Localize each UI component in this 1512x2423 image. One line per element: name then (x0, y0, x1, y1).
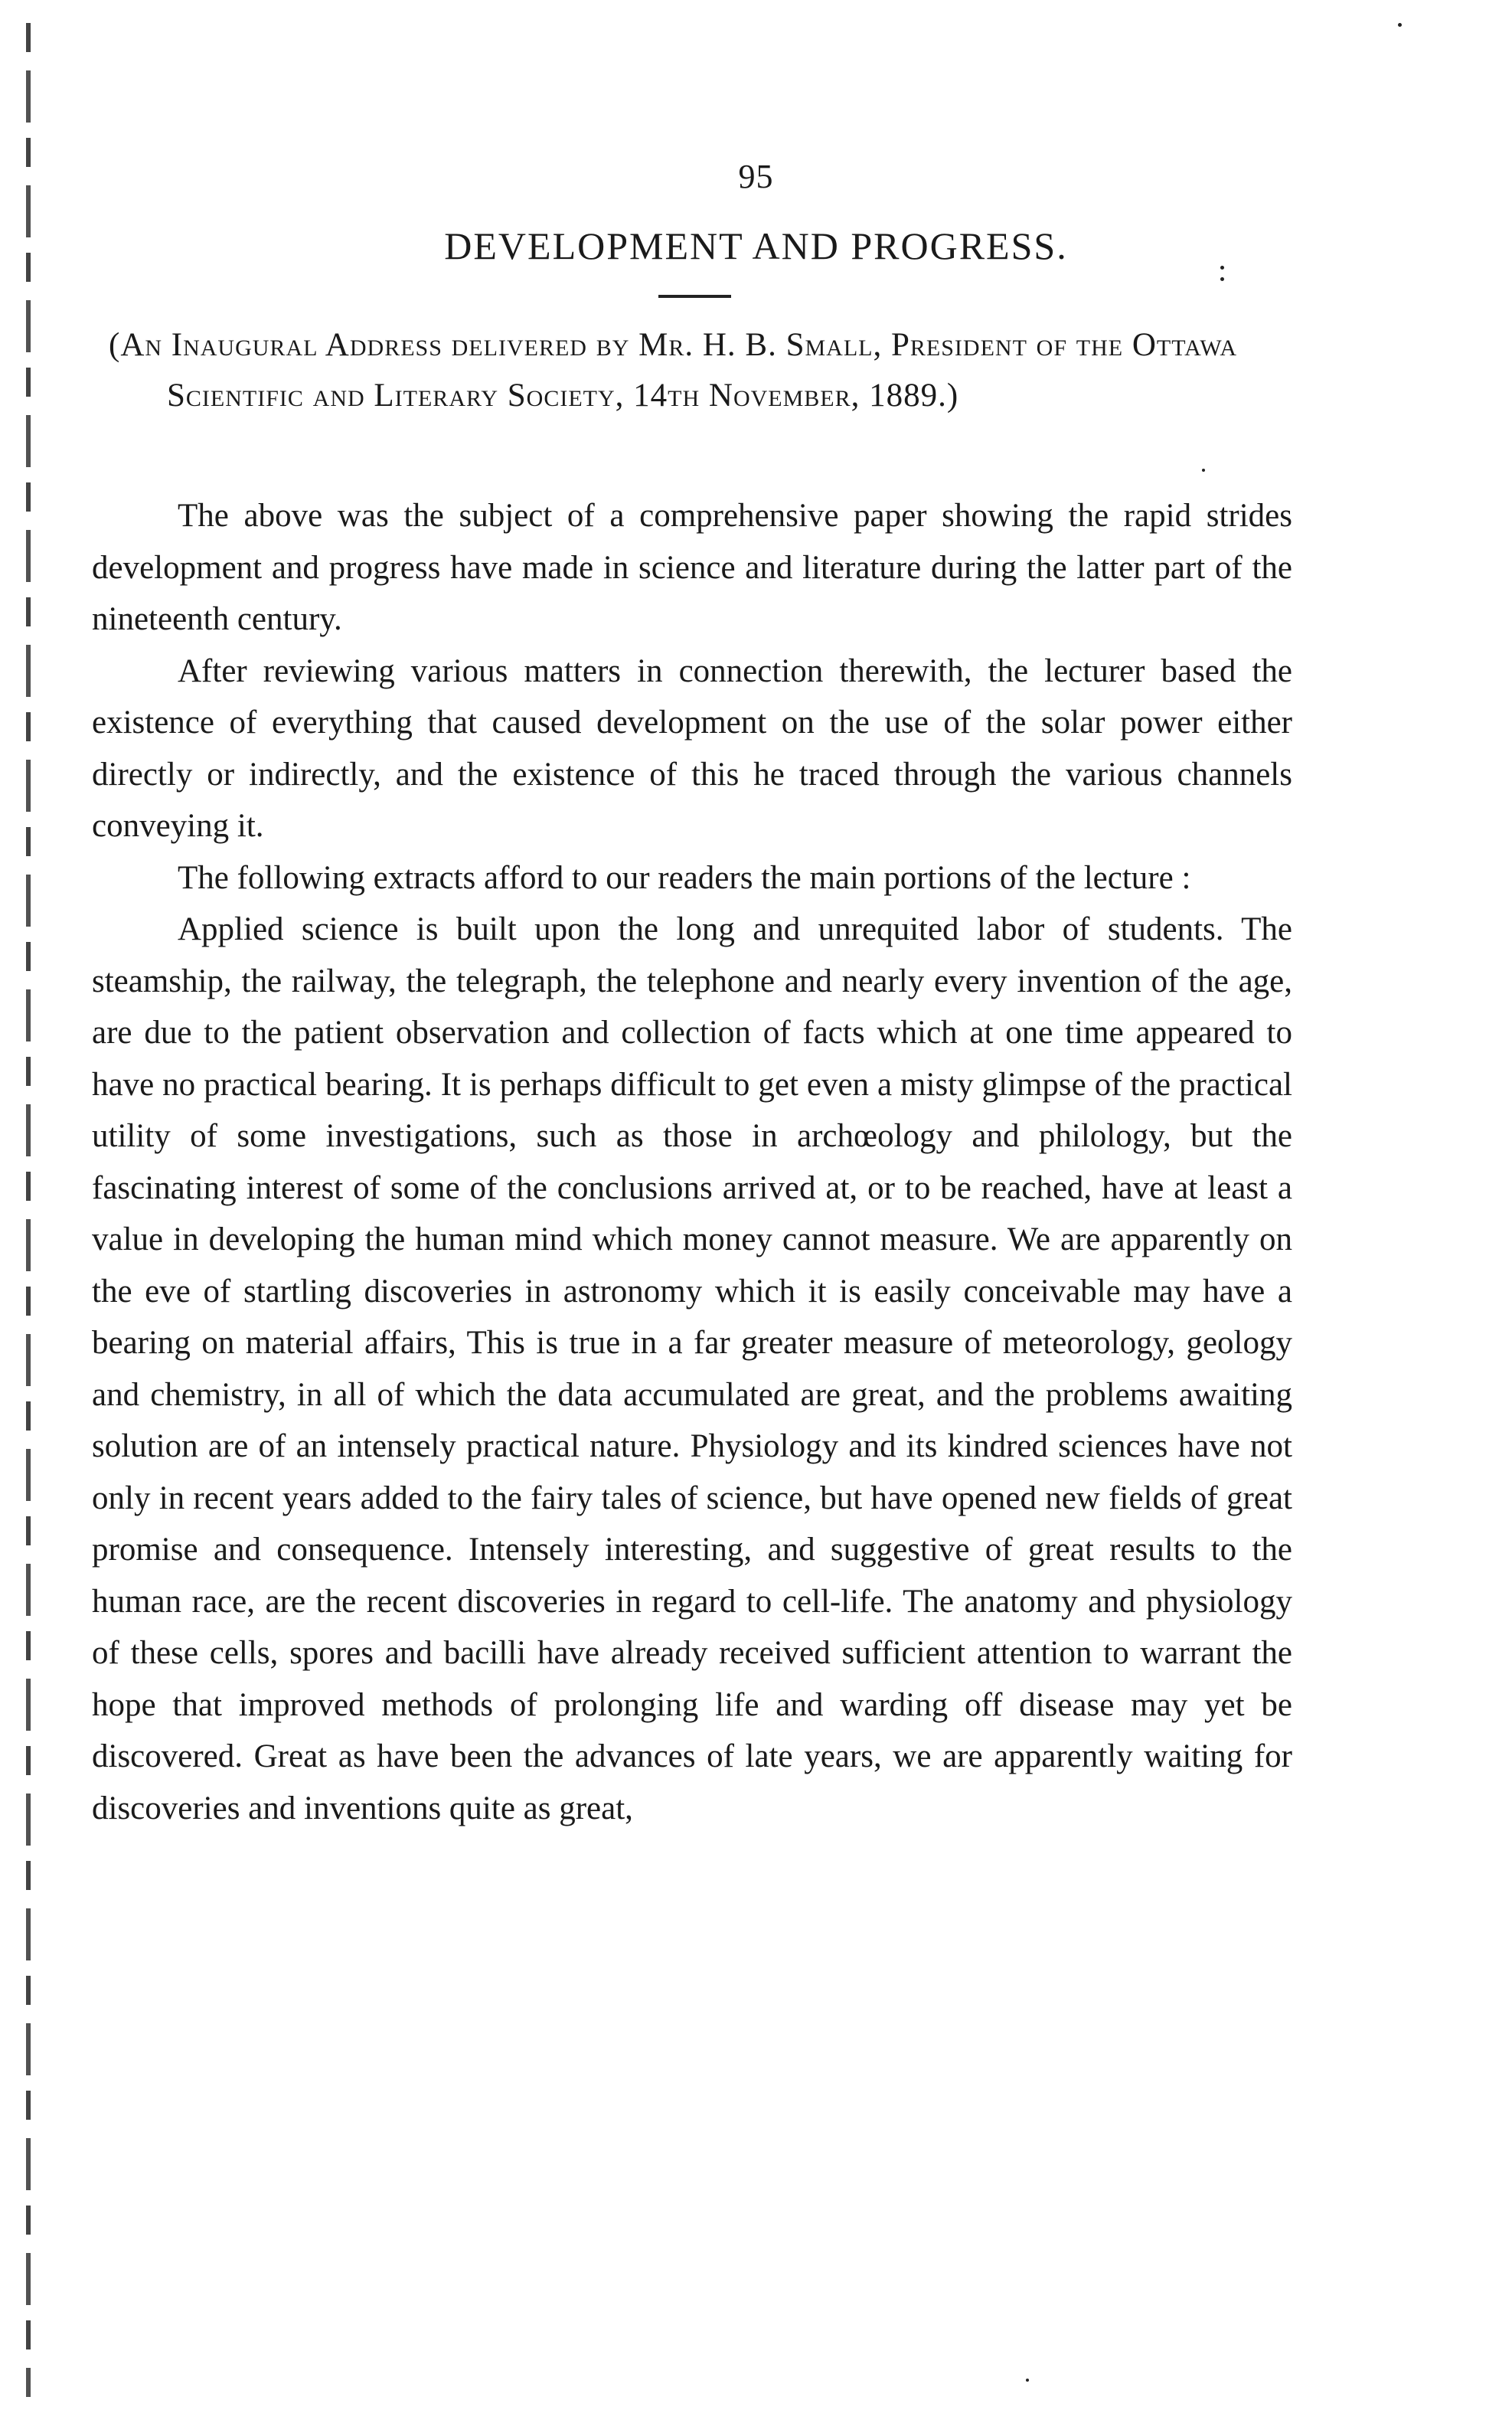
paragraph: The above was the subject of a comprehensive paper showing the rapid strides development and progress have made in science and literature during the latter part of the nineteenth century. (92, 498, 1292, 637)
paragraph: Applied science is built upon the long and unrequited labor of students. The steamship, the railway, the telegraph, the telephone and nearly every invention of the age, are due to the patient observation and collection of facts which at one time appeared to have no practical bearing. It is perhaps difficult to get even a misty glimpse of the practical utility of some investigations, such as those in archœology and philology, but the fascinating interest of some of the conclusions arrived at, or to be reached, have at least a value in developing the human mind which money cannot measure. We are apparently on the eve of startling discoveries in astronomy which it is easily conceivable may have a bearing on material affairs, This is true in a far greater measure of meteorology, geology and chemistry, in all of which the data accumulated are great, and the problems awaiting solution are of an intensely practical nature. Physiology and its kindred sciences have not only in recent years added to the fairy tales of science, but have opened new fields of great promise and consequence. Intensely interesting, and suggestive of great results to the human race, are the recent discoveries in regard to cell-life. The anatomy and physiology of these cells, spores and bacilli have already received sufficient attention to warrant the hope that improved methods of prolonging life and warding off disease may yet be discovered. Great as have been the advances of late years, we are apparently waiting for discoveries and inventions quite as great, (92, 911, 1292, 1826)
scan-speck (1398, 23, 1402, 27)
paragraph: The following extracts afford to our readers the main portions of the lecture : (178, 859, 1191, 896)
scan-speck (1220, 277, 1224, 281)
page-title: DEVELOPMENT AND PROGRESS. (444, 224, 1068, 267)
scan-speck (1026, 2379, 1029, 2382)
scan-speck (1202, 469, 1205, 472)
paragraph: After reviewing various matters in connection therewith, the lecturer based the existence of everything that caused development on the use of the solar power either directly or indirectly, and the existence of this he traced through the various channels conveying it. (92, 652, 1292, 844)
address-subtitle: (An Inaugural Address delivered by Mr. H. B. Small, President of the Ottawa Scientific and Literary Society, 14th November, 1889.) (109, 327, 1238, 414)
binding-edge-marks (26, 23, 31, 2397)
article-body (92, 490, 1292, 1834)
page-number: 95 (738, 158, 774, 195)
title-divider (658, 295, 731, 298)
